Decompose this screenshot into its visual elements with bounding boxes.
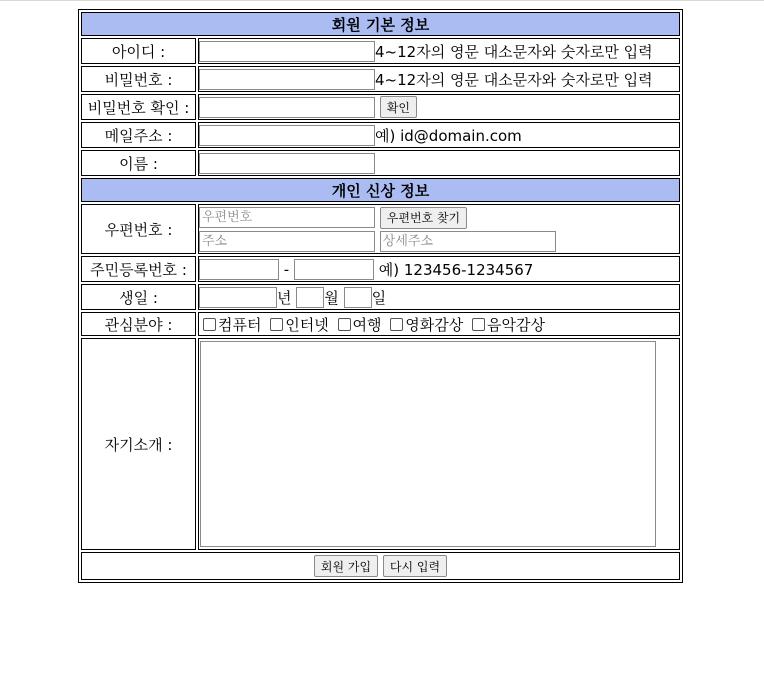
rrn-hint: 예) 123456-1234567 bbox=[378, 260, 534, 279]
rrn-separator: - bbox=[283, 260, 290, 278]
email-label: 메일주소 : bbox=[81, 122, 196, 148]
rrn-label: 주민등록번호 : bbox=[81, 256, 196, 282]
id-label: 아이디 : bbox=[81, 38, 196, 64]
section-basic-info: 회원 기본 정보 bbox=[81, 12, 680, 36]
section-personal-info: 개인 신상 정보 bbox=[81, 178, 680, 202]
interest-travel-checkbox[interactable] bbox=[338, 318, 351, 331]
interest-internet-label: 인터넷 bbox=[285, 315, 329, 334]
name-input[interactable] bbox=[199, 153, 375, 174]
name-field-cell bbox=[198, 150, 680, 176]
form-buttons-cell bbox=[81, 552, 680, 580]
birth-year-input[interactable] bbox=[199, 287, 277, 308]
address-detail-input[interactable] bbox=[380, 231, 556, 252]
name-label: 이름 : bbox=[81, 150, 196, 176]
password-confirm-label: 비밀번호 확인 : bbox=[81, 94, 196, 120]
interest-movie-checkbox[interactable] bbox=[390, 318, 403, 331]
password-confirm-field-cell bbox=[198, 94, 680, 120]
id-hint: 4~12자의 영문 대소문자와 숫자로만 입력 bbox=[375, 42, 653, 61]
password-label: 비밀번호 : bbox=[81, 66, 196, 92]
interest-internet-checkbox[interactable] bbox=[270, 318, 283, 331]
email-field-cell bbox=[198, 122, 680, 148]
reset-button[interactable]: 다시 입력 bbox=[383, 555, 447, 577]
birth-month-unit: 월 bbox=[324, 288, 339, 307]
birthday-field-cell bbox=[198, 284, 680, 310]
birthday-label: 생일 : bbox=[81, 284, 196, 310]
password-confirm-button[interactable]: 확인 bbox=[380, 96, 417, 118]
zipcode-input[interactable] bbox=[199, 207, 375, 228]
interests-field-cell bbox=[198, 312, 680, 336]
interests-label: 관심분야 : bbox=[81, 312, 196, 336]
password-hint: 4~12자의 영문 대소문자와 숫자로만 입력 bbox=[375, 70, 653, 89]
interest-computer-checkbox[interactable] bbox=[203, 318, 216, 331]
intro-textarea[interactable] bbox=[200, 341, 656, 547]
intro-field-cell bbox=[198, 338, 680, 550]
birth-day-unit: 일 bbox=[371, 288, 387, 307]
id-input[interactable] bbox=[199, 41, 375, 62]
birth-day-input[interactable] bbox=[344, 287, 372, 308]
id-field-cell bbox=[198, 38, 680, 64]
rrn-field-cell bbox=[198, 256, 680, 282]
birth-month-input[interactable] bbox=[296, 287, 324, 308]
submit-button[interactable]: 회원 가입 bbox=[314, 555, 378, 577]
zipcode-field-cell bbox=[198, 204, 680, 254]
top-divider bbox=[0, 0, 764, 1]
email-input[interactable] bbox=[199, 125, 375, 146]
interest-travel-label: 여행 bbox=[352, 315, 382, 334]
email-hint: 예) id@domain.com bbox=[375, 126, 522, 145]
interest-movie-label: 영화감상 bbox=[405, 315, 464, 334]
password-input[interactable] bbox=[199, 69, 375, 90]
password-field-cell bbox=[198, 66, 680, 92]
password-confirm-input[interactable] bbox=[199, 97, 375, 118]
rrn-front-input[interactable] bbox=[199, 259, 279, 280]
intro-label: 자기소개 : bbox=[81, 338, 196, 550]
zipcode-label: 우편번호 : bbox=[81, 204, 196, 254]
interest-music-label: 음악감상 bbox=[487, 315, 546, 334]
find-zipcode-button[interactable]: 우편번호 찾기 bbox=[380, 207, 467, 229]
interest-computer-label: 컴퓨터 bbox=[218, 315, 262, 334]
interest-music-checkbox[interactable] bbox=[472, 318, 485, 331]
rrn-back-input[interactable] bbox=[294, 259, 374, 280]
signup-form bbox=[78, 9, 683, 583]
birth-year-unit: 년 bbox=[277, 288, 292, 307]
address-input[interactable] bbox=[199, 231, 375, 252]
